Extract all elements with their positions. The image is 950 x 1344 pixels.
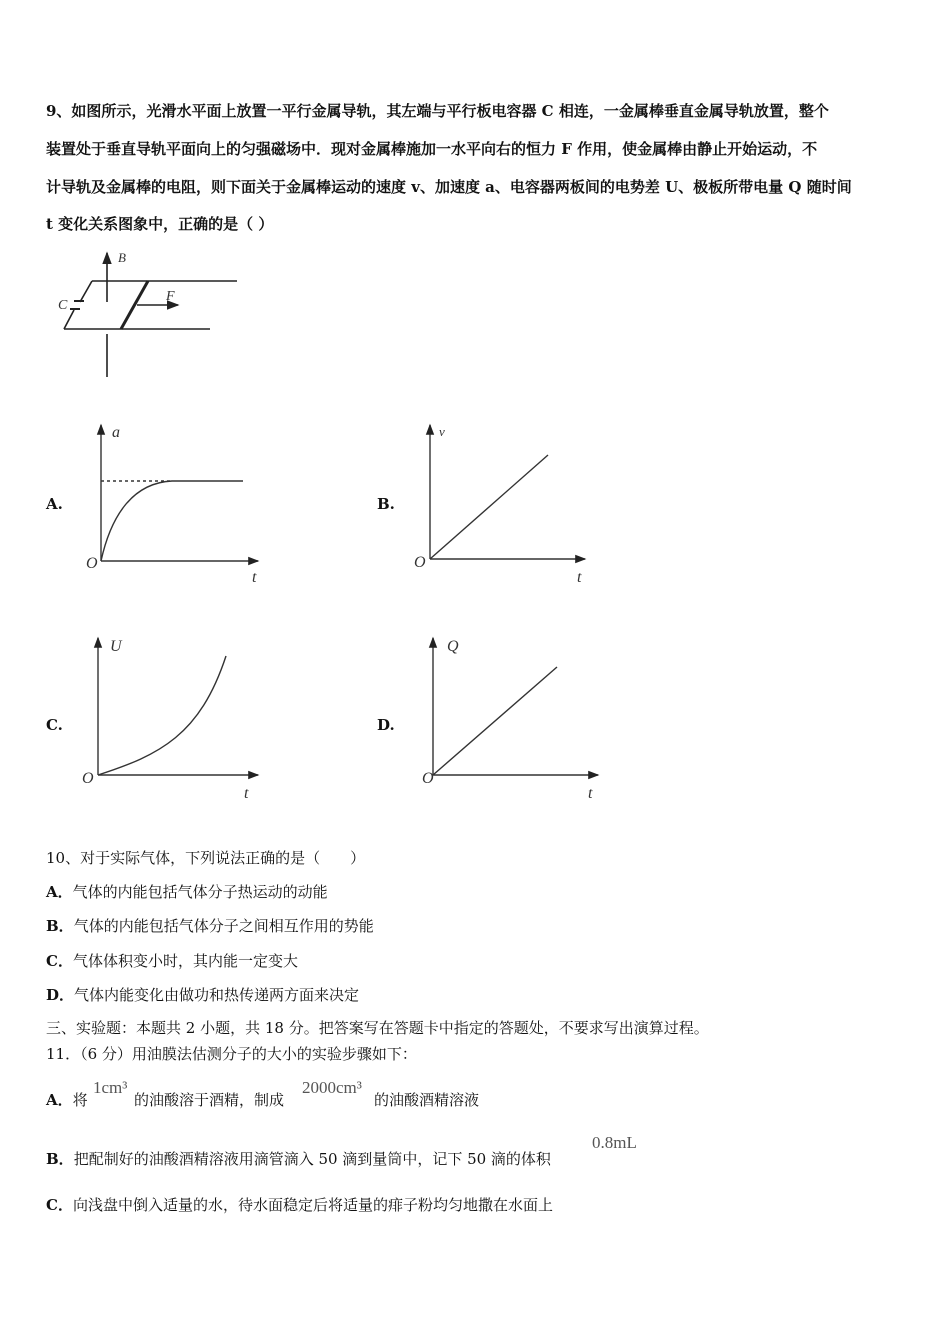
q10-stem: 10、对于实际气体，下列说法正确的是（ ）	[46, 849, 366, 867]
label-C: C	[58, 298, 68, 313]
axis-label-v: v	[439, 424, 445, 439]
origin-label: O	[414, 554, 426, 571]
origin-label: O	[86, 555, 98, 572]
axis-label-Q: Q	[447, 638, 459, 655]
step-letter: B．	[46, 1150, 74, 1168]
axis-label-a: a	[112, 424, 120, 441]
step-letter: A．	[46, 1091, 73, 1109]
q11-step-c	[46, 1195, 553, 1215]
curve-a	[101, 481, 243, 561]
q9-line-4: t 变化关系图象中，正确的是（ ）	[46, 215, 274, 233]
step-text: 向浅盘中倒入适量的水，待水面稳定后将适量的痱子粉均匀地撒在水面上	[72, 1196, 553, 1214]
q10-option-a	[46, 882, 328, 902]
axis-label-t: t	[252, 569, 257, 586]
origin-label: O	[422, 770, 434, 787]
q11-stem: 11．（6 分）用油膜法估测分子的大小的实验步骤如下：	[46, 1045, 417, 1063]
option-text: 气体的内能包括气体分子之间相互作用的势能	[73, 917, 374, 935]
volume-value-1: 1cm³	[93, 1078, 128, 1097]
curve-c	[98, 656, 226, 775]
graph-c	[98, 638, 258, 775]
step-text: 的油酸酒精溶液	[374, 1091, 480, 1109]
volume-value-2: 2000cm³	[302, 1078, 362, 1097]
q11-step-b	[46, 1149, 551, 1169]
axis-label-U: U	[110, 638, 122, 655]
option-text: 气体内能变化由做功和热传递两方面来决定	[74, 986, 360, 1004]
step-text: 将	[72, 1091, 88, 1109]
line-b	[430, 455, 548, 559]
rail-circuit-diagram	[64, 253, 237, 377]
volume-value-3: 0.8mL	[592, 1133, 637, 1152]
option-a-label: A.	[46, 495, 63, 513]
axis-label-t: t	[588, 785, 593, 802]
label-F: F	[166, 289, 175, 304]
origin-label: O	[82, 770, 94, 787]
option-text: 气体的内能包括气体分子热运动的动能	[72, 883, 328, 901]
graph-b	[430, 425, 585, 559]
option-text: 气体体积变小时，其内能一定变大	[72, 952, 298, 970]
step-text: 把配制好的油酸酒精溶液用滴管滴入 50 滴到量筒中，记下 50 滴的体积	[73, 1150, 551, 1168]
q11-step-a	[46, 1090, 88, 1110]
q10-option-c	[46, 951, 298, 971]
step-letter: C．	[46, 1196, 73, 1214]
option-letter: D．	[46, 986, 75, 1004]
option-c-label: C.	[46, 716, 63, 734]
option-d-label: D.	[377, 716, 395, 734]
option-letter: C．	[46, 952, 73, 970]
capacitor-wire-top	[80, 281, 92, 302]
graph-a	[101, 425, 258, 561]
option-b-label: B.	[377, 495, 395, 513]
q10-option-b	[46, 916, 374, 936]
option-letter: A．	[46, 883, 73, 901]
q9-line-1: 9、如图所示，光滑水平面上放置一平行金属导轨，其左端与平行板电容器 C 相连，一金属棒垂直金属导轨放置，整个	[46, 102, 829, 120]
axis-label-t: t	[244, 785, 249, 802]
q10-option-d	[46, 985, 359, 1005]
line-d	[433, 667, 557, 775]
q9-line-3: 计导轨及金属棒的电阻，则下面关于金属棒运动的速度 v、加速度 a、电容器两板间的电势差 U、极板所带电量 Q 随时间	[46, 178, 852, 196]
q9-line-2: 装置处于垂直导轨平面向上的匀强磁场中．现对金属棒施加一水平向右的恒力 F 作用，使金属棒由静止开始运动，不	[46, 140, 818, 158]
option-letter: B．	[46, 917, 74, 935]
graph-d	[433, 638, 598, 775]
label-B: B	[118, 250, 126, 265]
step-text: 的油酸溶于酒精，制成	[134, 1091, 285, 1109]
axis-label-t: t	[577, 569, 582, 586]
section-3-heading: 三、实验题：本题共 2 小题，共 18 分。把答案写在答题卡中指定的答题处，不要求写出演算过程。	[46, 1019, 709, 1037]
